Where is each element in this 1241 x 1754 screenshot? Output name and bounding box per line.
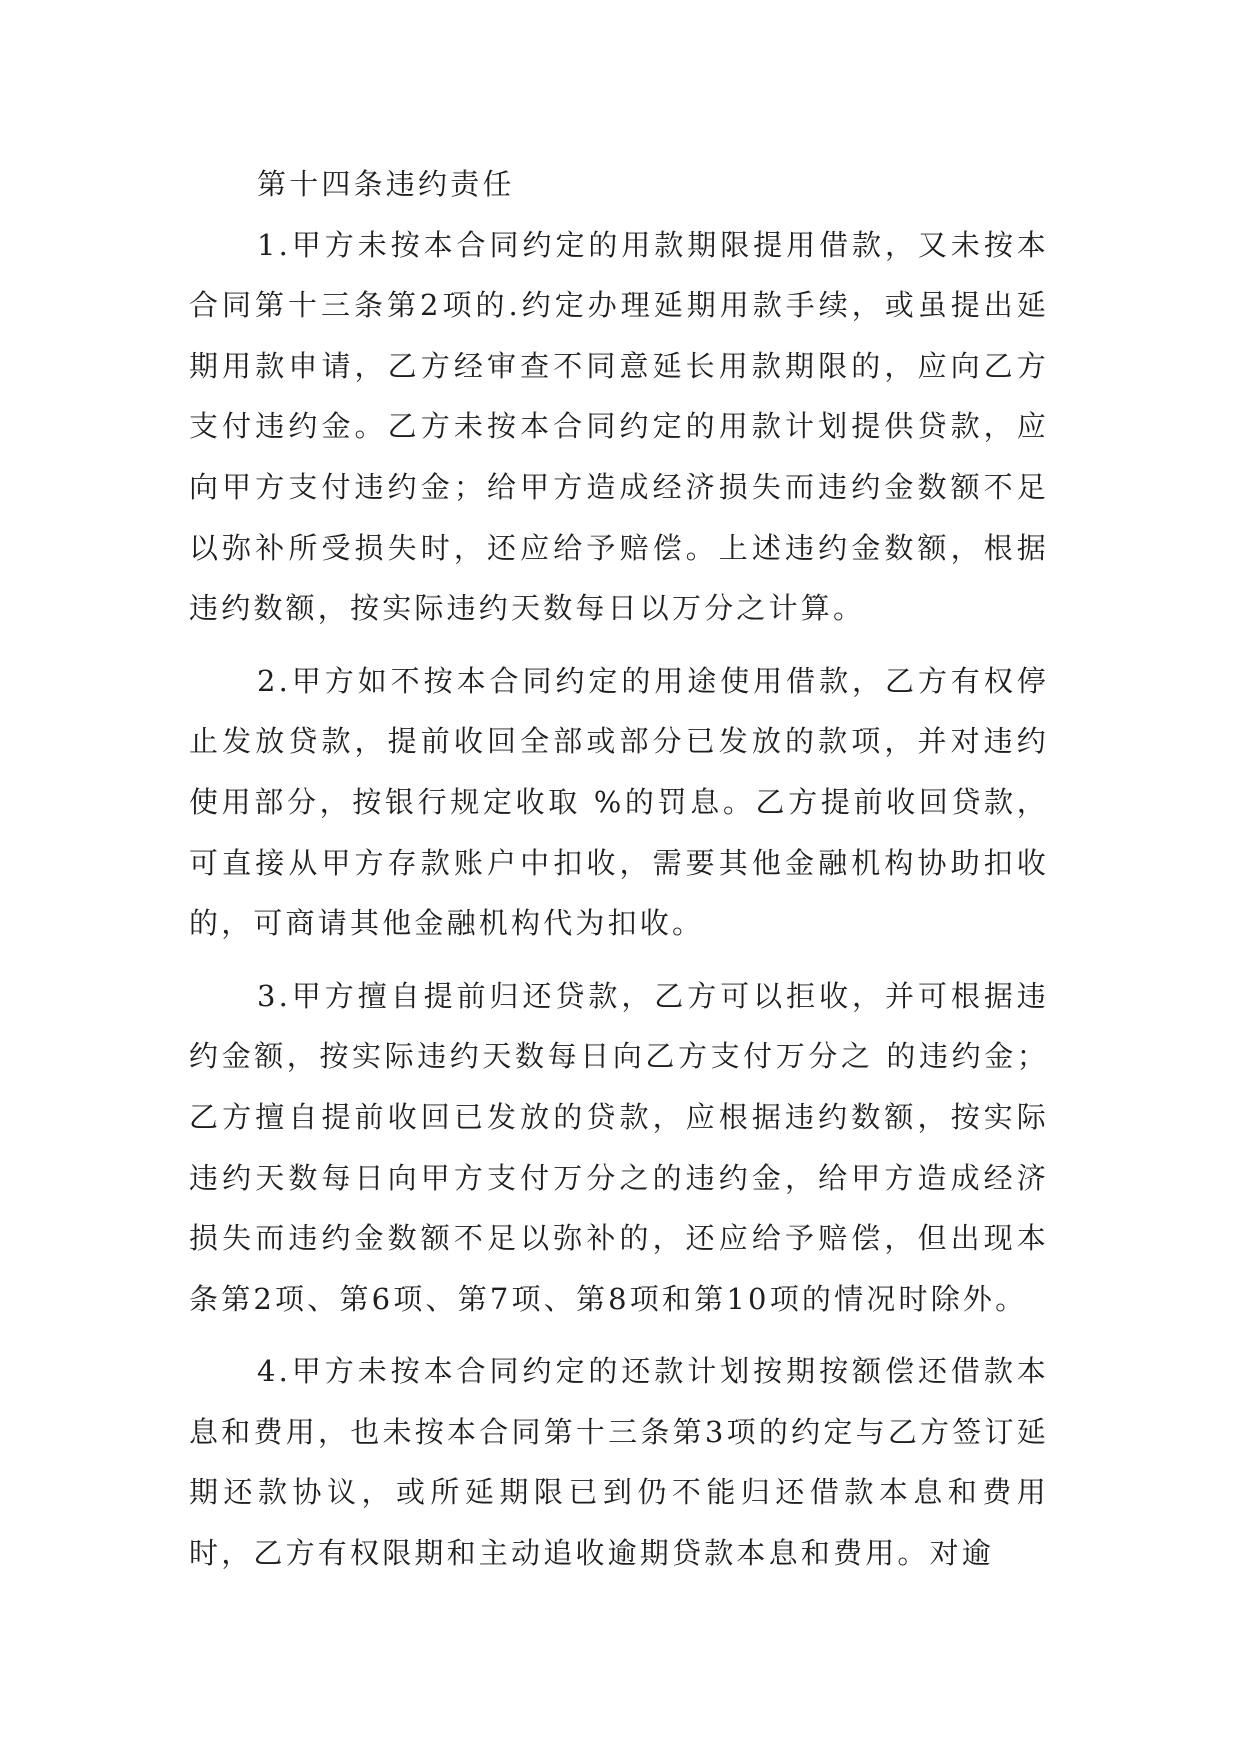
- section-heading: 第十四条违约责任: [257, 167, 515, 201]
- document-body: [189, 154, 1049, 1584]
- paragraph-3: 3.甲方擅自提前归还贷款，乙方可以拒收，并可根据违约金额，按实际违约天数每日向乙方支付万分之 的违约金；乙方擅自提前收回已发放的贷款，应根据违约数额，按实际违约天数每日向甲方支付万分之的违约金，给甲方造成经济损失而违约金数额不足以弥补的，还应给予赔偿，但出现本条第2项、第6项、第7项、第8项和第10项的情况时除外。: [189, 978, 1049, 1316]
- paragraph-4: 4.甲方未按本合同约定的还款计划按期按额偿还借款本息和费用，也未按本合同第十三条第3项的约定与乙方签订延期还款协议，或所延期限已到仍不能归还借款本息和费用时，乙方有权限期和主动追收逾期贷款本息和费用。对逾: [189, 1354, 1049, 1571]
- paragraph-2: 2.甲方如不按本合同约定的用途使用借款，乙方有权停止发放贷款，提前收回全部或部分已发放的款项，并对违约使用部分，按银行规定收取 %的罚息。乙方提前收回贷款，可直接从甲方存款账户中扣收，需要其他金融机构协助扣收的，可商请其他金融机构代为扣收。: [189, 663, 1049, 941]
- paragraph-1: 1.甲方未按本合同约定的用款期限提用借款，又未按本合同第十三条第2项的.约定办理延期用款手续，或虽提出延期用款申请，乙方经审查不同意延长用款期限的，应向乙方支付违约金。乙方未按本合同约定的用款计划提供贷款，应向甲方支付违约金；给甲方造成经济损失而违约金数额不足以弥补所受损失时，还应给予赔偿。上述违约金数额，根据违约数额，按实际违约天数每日以万分之计算。: [189, 227, 1049, 626]
